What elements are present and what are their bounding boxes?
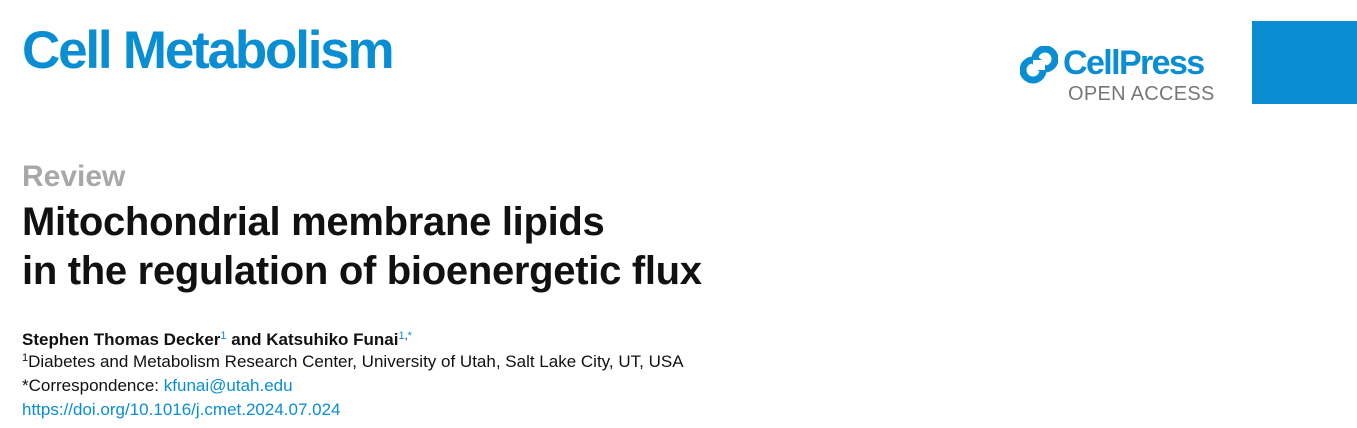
open-access-label: OPEN ACCESS (1068, 83, 1215, 105)
author-separator: and (231, 330, 262, 349)
doi-link[interactable]: https://doi.org/10.1016/j.cmet.2024.07.024 (22, 400, 341, 419)
article-title-line-1: Mitochondrial membrane lipids (22, 200, 605, 244)
article-title (22, 198, 702, 296)
author-name[interactable]: Katsuhiko Funai (266, 330, 399, 349)
author-name[interactable]: Stephen Thomas Decker (22, 330, 221, 349)
journal-title: Cell Metabolism (22, 21, 393, 80)
affiliation-mark: 1 (220, 330, 227, 342)
publisher-name: CellPress (1063, 44, 1204, 82)
affiliation-mark: 1 (398, 330, 405, 342)
corresponding-mark: * (407, 330, 412, 342)
correspondence-label: *Correspondence: (22, 376, 160, 395)
cellpress-logo-icon (1020, 46, 1058, 84)
journal-color-block (1252, 21, 1357, 104)
correspondence (22, 377, 293, 394)
article-type: Review (22, 160, 126, 193)
author-list: Stephen Thomas Decker$^1$ and Katsuhiko Funai$^{1,*}$ (22, 330, 412, 349)
affiliation (22, 353, 684, 370)
affiliation-text: Diabetes and Metabolism Research Center, University of Utah, Salt Lake City, UT, USA (28, 352, 684, 371)
affiliation-number: 1 (22, 352, 29, 364)
publisher-logo[interactable] (1020, 44, 1230, 108)
correspondence-email-link[interactable]: kfunai@utah.edu (163, 376, 293, 395)
article-title-line-2: in the regulation of bioenergetic flux (22, 249, 702, 293)
